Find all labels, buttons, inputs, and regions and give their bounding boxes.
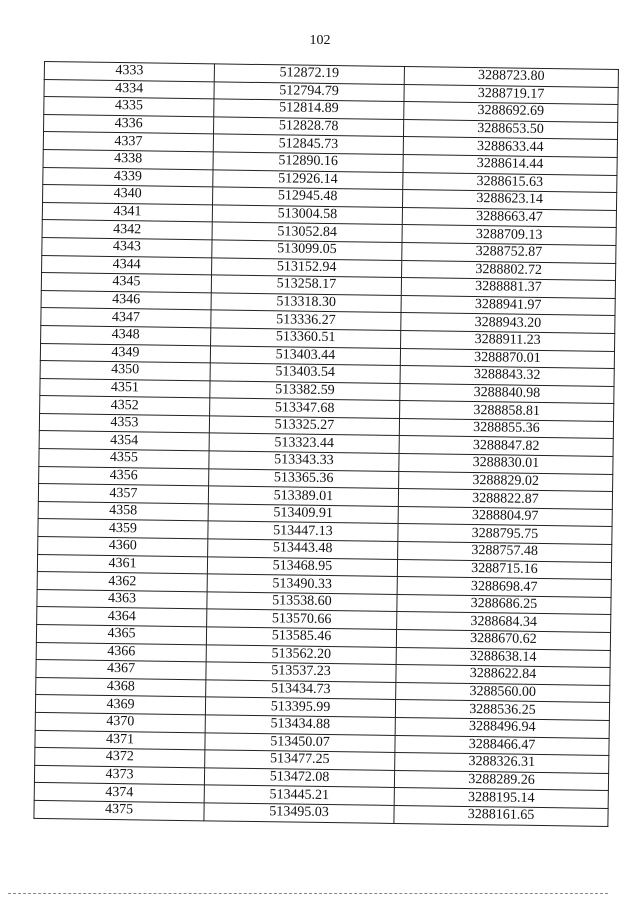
y-coordinate-cell: 3288195.14 [394, 788, 608, 809]
page-number: 102 [309, 33, 331, 48]
x-coordinate-cell: 513409.91 [208, 504, 398, 524]
point-number-cell: 4334 [44, 79, 214, 99]
point-number-cell: 4333 [44, 62, 214, 82]
x-coordinate-cell: 512872.19 [214, 64, 404, 84]
x-coordinate-cell: 513318.30 [211, 293, 401, 313]
x-coordinate-cell: 513403.44 [210, 345, 400, 365]
point-number-cell: 4371 [35, 730, 205, 750]
y-coordinate-cell: 3288757.48 [398, 542, 612, 563]
point-number-cell: 4351 [40, 378, 210, 398]
x-coordinate-cell: 512890.16 [213, 152, 403, 172]
point-number-cell: 4356 [39, 466, 209, 486]
y-coordinate-cell: 3288943.20 [401, 313, 615, 334]
x-coordinate-cell: 512845.73 [213, 134, 403, 154]
x-coordinate-cell: 513395.99 [205, 697, 395, 717]
y-coordinate-cell: 3288496.94 [395, 717, 609, 738]
point-number-cell: 4340 [43, 185, 213, 205]
y-coordinate-cell: 3288161.65 [394, 805, 608, 826]
point-number-cell: 4336 [44, 114, 214, 134]
x-coordinate-cell: 513585.46 [206, 627, 396, 647]
x-coordinate-cell: 513336.27 [211, 310, 401, 330]
point-number-cell: 4347 [41, 308, 211, 328]
y-coordinate-cell: 3288715.16 [397, 559, 611, 580]
y-coordinate-cell: 3288622.84 [396, 665, 610, 686]
point-number-cell: 4363 [37, 589, 207, 609]
point-number-cell: 4355 [39, 449, 209, 469]
y-coordinate-cell: 3288752.87 [402, 242, 616, 263]
y-coordinate-cell: 3288326.31 [395, 753, 609, 774]
y-coordinate-cell: 3288843.32 [400, 366, 614, 387]
x-coordinate-cell: 512828.78 [213, 117, 403, 137]
y-coordinate-cell: 3288941.97 [401, 295, 615, 316]
point-number-cell: 4341 [42, 202, 212, 222]
x-coordinate-cell: 513365.36 [209, 468, 399, 488]
point-number-cell: 4373 [34, 765, 204, 785]
point-number-cell: 4372 [35, 748, 205, 768]
y-coordinate-cell: 3288638.14 [396, 647, 610, 668]
y-coordinate-cell: 3288802.72 [402, 260, 616, 281]
point-number-cell: 4353 [39, 413, 209, 433]
y-coordinate-cell: 3288692.69 [404, 102, 618, 123]
point-number-cell: 4362 [37, 572, 207, 592]
y-coordinate-cell: 3288804.97 [398, 506, 612, 527]
y-coordinate-cell: 3288829.02 [399, 471, 613, 492]
point-number-cell: 4375 [34, 800, 204, 820]
point-number-cell: 4359 [38, 519, 208, 539]
y-coordinate-cell: 3288870.01 [400, 348, 614, 369]
x-coordinate-cell: 513445.21 [204, 785, 394, 805]
y-coordinate-cell: 3288858.81 [400, 401, 614, 422]
y-coordinate-cell: 3288709.13 [402, 225, 616, 246]
x-coordinate-cell: 513570.66 [207, 609, 397, 629]
x-coordinate-cell: 512794.79 [214, 81, 404, 101]
y-coordinate-cell: 3288881.37 [401, 278, 615, 299]
point-number-cell: 4338 [43, 149, 213, 169]
point-number-cell: 4370 [35, 712, 205, 732]
y-coordinate-cell: 3288684.34 [397, 612, 611, 633]
x-coordinate-cell: 513382.59 [210, 381, 400, 401]
point-number-cell: 4349 [40, 343, 210, 363]
y-coordinate-cell: 3288615.63 [403, 172, 617, 193]
y-coordinate-cell: 3288633.44 [403, 137, 617, 158]
y-coordinate-cell: 3288911.23 [401, 330, 615, 351]
x-coordinate-cell: 513403.54 [210, 363, 400, 383]
x-coordinate-cell: 513477.25 [205, 750, 395, 770]
point-number-cell: 4348 [41, 325, 211, 345]
point-number-cell: 4368 [36, 677, 206, 697]
footer-divider [8, 893, 608, 894]
x-coordinate-cell: 513258.17 [211, 275, 401, 295]
x-coordinate-cell: 513472.08 [204, 768, 394, 788]
x-coordinate-cell: 512926.14 [213, 169, 403, 189]
x-coordinate-cell: 513434.88 [205, 715, 395, 735]
point-number-cell: 4361 [37, 554, 207, 574]
x-coordinate-cell: 513360.51 [211, 328, 401, 348]
y-coordinate-cell: 3288719.17 [404, 84, 618, 105]
x-coordinate-cell: 513443.48 [208, 539, 398, 559]
y-coordinate-cell: 3288822.87 [398, 489, 612, 510]
point-number-cell: 4345 [41, 273, 211, 293]
y-coordinate-cell: 3288686.25 [397, 594, 611, 615]
x-coordinate-cell: 513052.84 [212, 222, 402, 242]
y-coordinate-cell: 3288847.82 [399, 436, 613, 457]
coordinate-table [33, 61, 619, 826]
y-coordinate-cell: 3288723.80 [404, 67, 618, 88]
x-coordinate-cell: 513468.95 [207, 556, 397, 576]
point-number-cell: 4358 [38, 501, 208, 521]
y-coordinate-cell: 3288670.62 [396, 629, 610, 650]
point-number-cell: 4374 [34, 783, 204, 803]
x-coordinate-cell: 513323.44 [209, 433, 399, 453]
point-number-cell: 4346 [41, 290, 211, 310]
y-coordinate-cell: 3288536.25 [395, 700, 609, 721]
point-number-cell: 4335 [44, 97, 214, 117]
x-coordinate-cell: 513490.33 [207, 574, 397, 594]
x-coordinate-cell: 513538.60 [207, 592, 397, 612]
point-number-cell: 4350 [40, 361, 210, 381]
y-coordinate-cell: 3288466.47 [395, 735, 609, 756]
point-number-cell: 4367 [36, 660, 206, 680]
y-coordinate-cell: 3288663.47 [402, 207, 616, 228]
x-coordinate-cell: 513099.05 [212, 240, 402, 260]
point-number-cell: 4339 [43, 167, 213, 187]
y-coordinate-cell: 3288698.47 [397, 577, 611, 598]
y-coordinate-cell: 3288830.01 [399, 454, 613, 475]
y-coordinate-cell: 3288855.36 [399, 418, 613, 439]
y-coordinate-cell: 3288614.44 [403, 154, 617, 175]
y-coordinate-cell: 3288289.26 [394, 770, 608, 791]
point-number-cell: 4342 [42, 220, 212, 240]
point-number-cell: 4357 [38, 484, 208, 504]
point-number-cell: 4344 [42, 255, 212, 275]
point-number-cell: 4366 [36, 642, 206, 662]
x-coordinate-cell: 513434.73 [206, 680, 396, 700]
coordinate-table-body [34, 62, 619, 826]
x-coordinate-cell: 513343.33 [209, 451, 399, 471]
x-coordinate-cell: 513004.58 [212, 205, 402, 225]
point-number-cell: 4354 [39, 431, 209, 451]
x-coordinate-cell: 513447.13 [208, 521, 398, 541]
y-coordinate-cell: 3288623.14 [402, 190, 616, 211]
x-coordinate-cell: 513450.07 [205, 732, 395, 752]
point-number-cell: 4364 [37, 607, 207, 627]
x-coordinate-cell: 512945.48 [213, 187, 403, 207]
x-coordinate-cell: 513389.01 [208, 486, 398, 506]
point-number-cell: 4337 [43, 132, 213, 152]
x-coordinate-cell: 513537.23 [206, 662, 396, 682]
x-coordinate-cell: 512814.89 [214, 99, 404, 119]
x-coordinate-cell: 513152.94 [212, 257, 402, 277]
y-coordinate-cell: 3288653.50 [403, 119, 617, 140]
point-number-cell: 4360 [38, 536, 208, 556]
y-coordinate-cell: 3288840.98 [400, 383, 614, 404]
point-number-cell: 4369 [35, 695, 205, 715]
x-coordinate-cell: 513325.27 [209, 416, 399, 436]
point-number-cell: 4343 [42, 237, 212, 257]
point-number-cell: 4365 [36, 624, 206, 644]
point-number-cell: 4352 [40, 396, 210, 416]
y-coordinate-cell: 3288795.75 [398, 524, 612, 545]
x-coordinate-cell: 513495.03 [204, 803, 394, 823]
x-coordinate-cell: 513562.20 [206, 644, 396, 664]
y-coordinate-cell: 3288560.00 [396, 682, 610, 703]
x-coordinate-cell: 513347.68 [210, 398, 400, 418]
